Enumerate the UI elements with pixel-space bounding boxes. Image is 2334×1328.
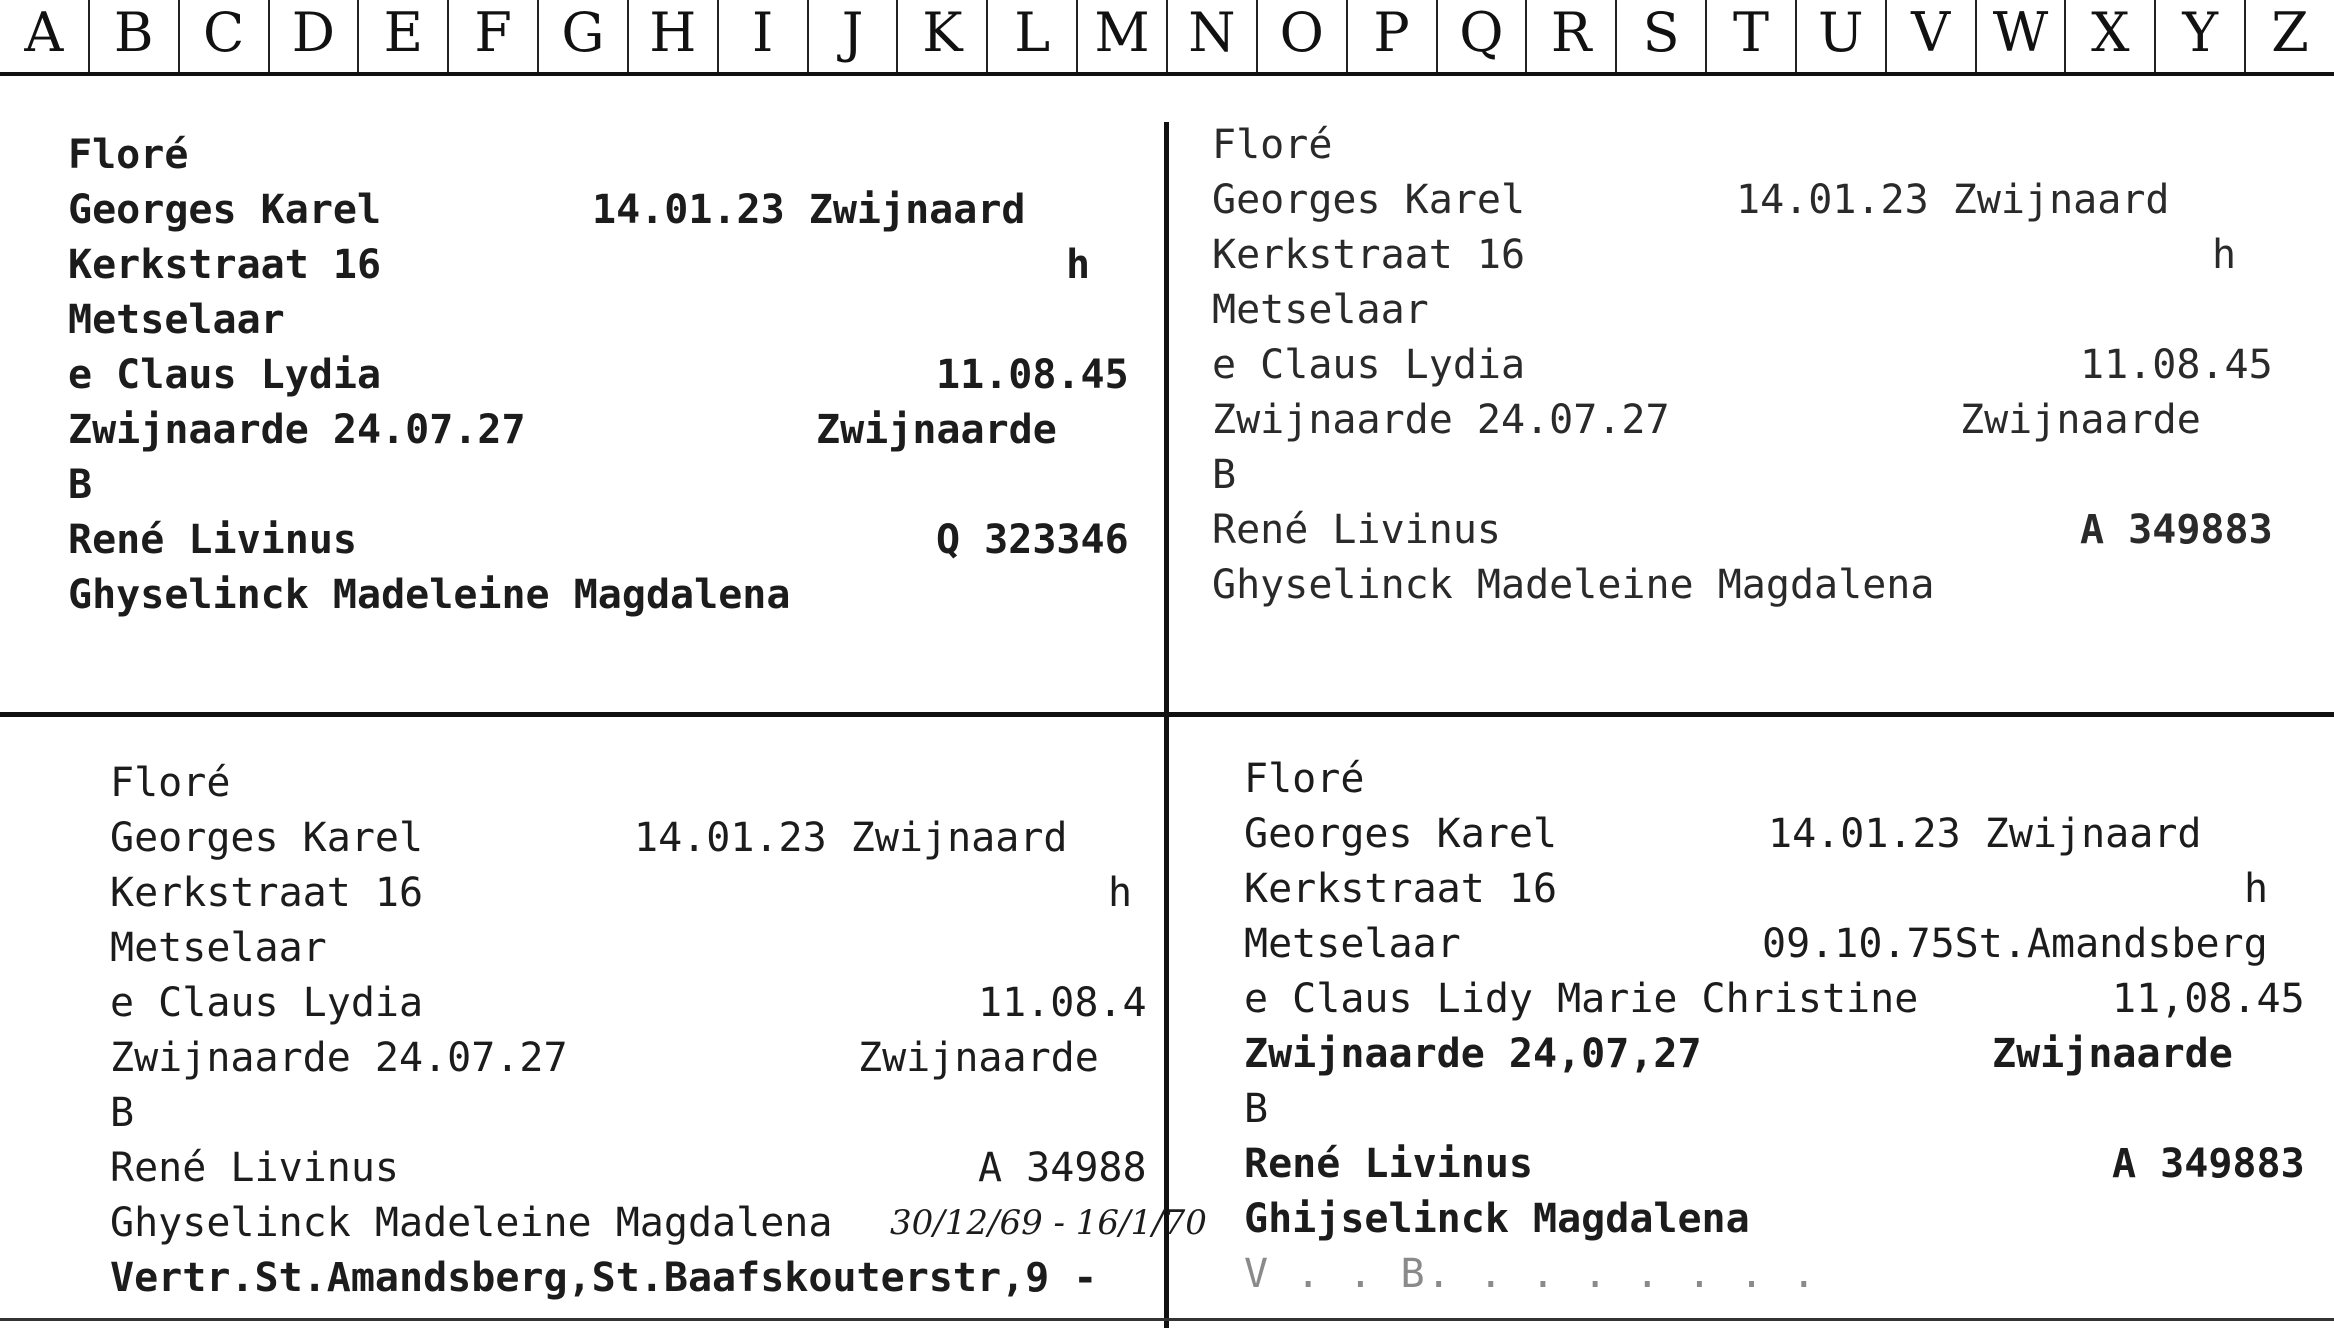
bottom-divider [0, 1318, 2334, 1321]
spouse-name: e Claus Lidy Marie Christine [1244, 976, 1919, 1022]
section-letter: B [68, 462, 93, 508]
spouse-name: e Claus Lydia [1212, 342, 1526, 388]
given-names: Georges Karel [1244, 811, 1558, 857]
surname: Floré [110, 760, 231, 806]
surname: Floré [1212, 122, 1333, 168]
parent-father: René Livinus [1212, 507, 1501, 553]
index-letter[interactable]: Q [1438, 0, 1528, 72]
marriage-date: 11,08.45 [2112, 976, 2305, 1022]
birth-date-place: 14.01.23 Zwijnaard [1736, 177, 2170, 223]
given-names: Georges Karel [1212, 177, 1526, 223]
surname: Floré [68, 132, 189, 178]
index-letter[interactable]: K [898, 0, 988, 72]
index-letter[interactable]: R [1527, 0, 1617, 72]
index-letter[interactable]: T [1707, 0, 1797, 72]
index-letter[interactable]: U [1797, 0, 1887, 72]
index-letter[interactable]: Z [2271, 1, 2309, 64]
index-letter[interactable]: O [1258, 0, 1348, 72]
index-letter[interactable]: S [1617, 0, 1707, 72]
spouse-birth: Zwijnaarde 24.07.27 [110, 1035, 568, 1081]
occupation: Metselaar [1244, 921, 1461, 967]
index-letter[interactable]: B [90, 0, 180, 72]
index-letter[interactable]: C [180, 0, 270, 72]
spouse-name: e Claus Lydia [68, 352, 382, 398]
document-number: A 349883 [2080, 507, 2273, 553]
index-letter[interactable]: Y [2156, 0, 2246, 72]
index-letter[interactable]: D [270, 0, 360, 72]
birth-date-place: 14.01.23 Zwijnaard [1768, 811, 2202, 857]
parent-mother: Ghyselinck Madeleine Magdalena [110, 1200, 833, 1246]
section-letter: B [1244, 1086, 1269, 1132]
status-marker: h [1066, 242, 1091, 288]
street-address: Kerkstraat 16 [110, 870, 424, 916]
record-card-top-right [1212, 118, 2312, 613]
given-names: Georges Karel [68, 187, 382, 233]
birth-date-place: 14.01.23 Zwijnaard [592, 187, 1026, 233]
spouse-birth: Zwijnaarde 24.07.27 [1212, 397, 1670, 443]
index-letter[interactable]: J [809, 0, 899, 72]
index-letter[interactable]: H [629, 0, 719, 72]
index-letter[interactable]: N [1168, 0, 1258, 72]
parent-father: René Livinus [110, 1145, 399, 1191]
parent-mother: Ghijselinck Magdalena [1244, 1196, 1750, 1242]
spouse-place: Zwijnaarde [1992, 1031, 2233, 1077]
faded-line: V . . B. . . . . . . . [1244, 1251, 1818, 1297]
status-marker: h [1108, 870, 1133, 916]
index-letter[interactable]: W [1977, 0, 2067, 72]
spouse-birth: Zwijnaarde 24.07.27 [68, 407, 526, 453]
marriage-date: 11.08.45 [2080, 342, 2273, 388]
street-address: Kerkstraat 16 [68, 242, 382, 288]
marriage-date: 11.08.45 [936, 352, 1129, 398]
spouse-place: Zwijnaarde [858, 1035, 1099, 1081]
document-number: Q 323346 [936, 517, 1129, 563]
record-card-bottom-left [110, 756, 1207, 1306]
street-address: Kerkstraat 16 [1212, 232, 1526, 278]
index-letter[interactable]: P [1348, 0, 1438, 72]
index-letter[interactable]: V [1887, 0, 1977, 72]
record-card-bottom-right [1244, 752, 2314, 1302]
section-letter: B [1212, 452, 1237, 498]
street-address: Kerkstraat 16 [1244, 866, 1558, 912]
status-marker: h [2212, 232, 2237, 278]
given-names: Georges Karel [110, 815, 424, 861]
birth-date-place: 14.01.23 Zwijnaard [634, 815, 1068, 861]
parent-father: René Livinus [1244, 1141, 1533, 1187]
section-letter: B [110, 1090, 135, 1136]
marriage-date: 11.08.4 [978, 980, 1147, 1026]
document-number: A 34988 [978, 1145, 1147, 1191]
parent-mother: Ghyselinck Madeleine Magdalena [1212, 562, 1935, 608]
index-letter[interactable]: X [2066, 0, 2156, 72]
document-number: A 349883 [2112, 1141, 2305, 1187]
parent-father: René Livinus [68, 517, 357, 563]
occupation: Metselaar [68, 297, 285, 343]
horizontal-divider [0, 712, 2334, 717]
occupation: Metselaar [1212, 287, 1429, 333]
parent-mother: Ghyselinck Madeleine Magdalena [68, 572, 791, 618]
index-letter[interactable]: A [0, 0, 90, 72]
surname: Floré [1244, 756, 1365, 802]
spouse-name: e Claus Lydia [110, 980, 424, 1026]
index-letter[interactable]: F [449, 0, 539, 72]
index-letter[interactable]: I [719, 0, 809, 72]
spouse-birth: Zwijnaarde 24,07,27 [1244, 1031, 1702, 1077]
status-marker: h [2244, 866, 2269, 912]
spouse-place: Zwijnaarde [816, 407, 1057, 453]
moved-to-address: Vertr.St.Amandsberg,St.Baafskouterstr,9 - [110, 1255, 1098, 1301]
occupation: Metselaar [110, 925, 327, 971]
occupation-date-place: 09.10.75St.Amandsberg [1762, 921, 2268, 967]
index-letter[interactable]: L [988, 0, 1078, 72]
index-letter[interactable]: M [1078, 0, 1168, 72]
index-letter[interactable]: E [359, 0, 449, 72]
handwritten-dates: 30/12/69 - 16/1/70 [890, 1203, 1207, 1243]
record-card-top-left [68, 128, 1148, 623]
alphabet-index [0, 0, 2334, 76]
index-letter[interactable]: G [539, 0, 629, 72]
spouse-place: Zwijnaarde [1960, 397, 2201, 443]
